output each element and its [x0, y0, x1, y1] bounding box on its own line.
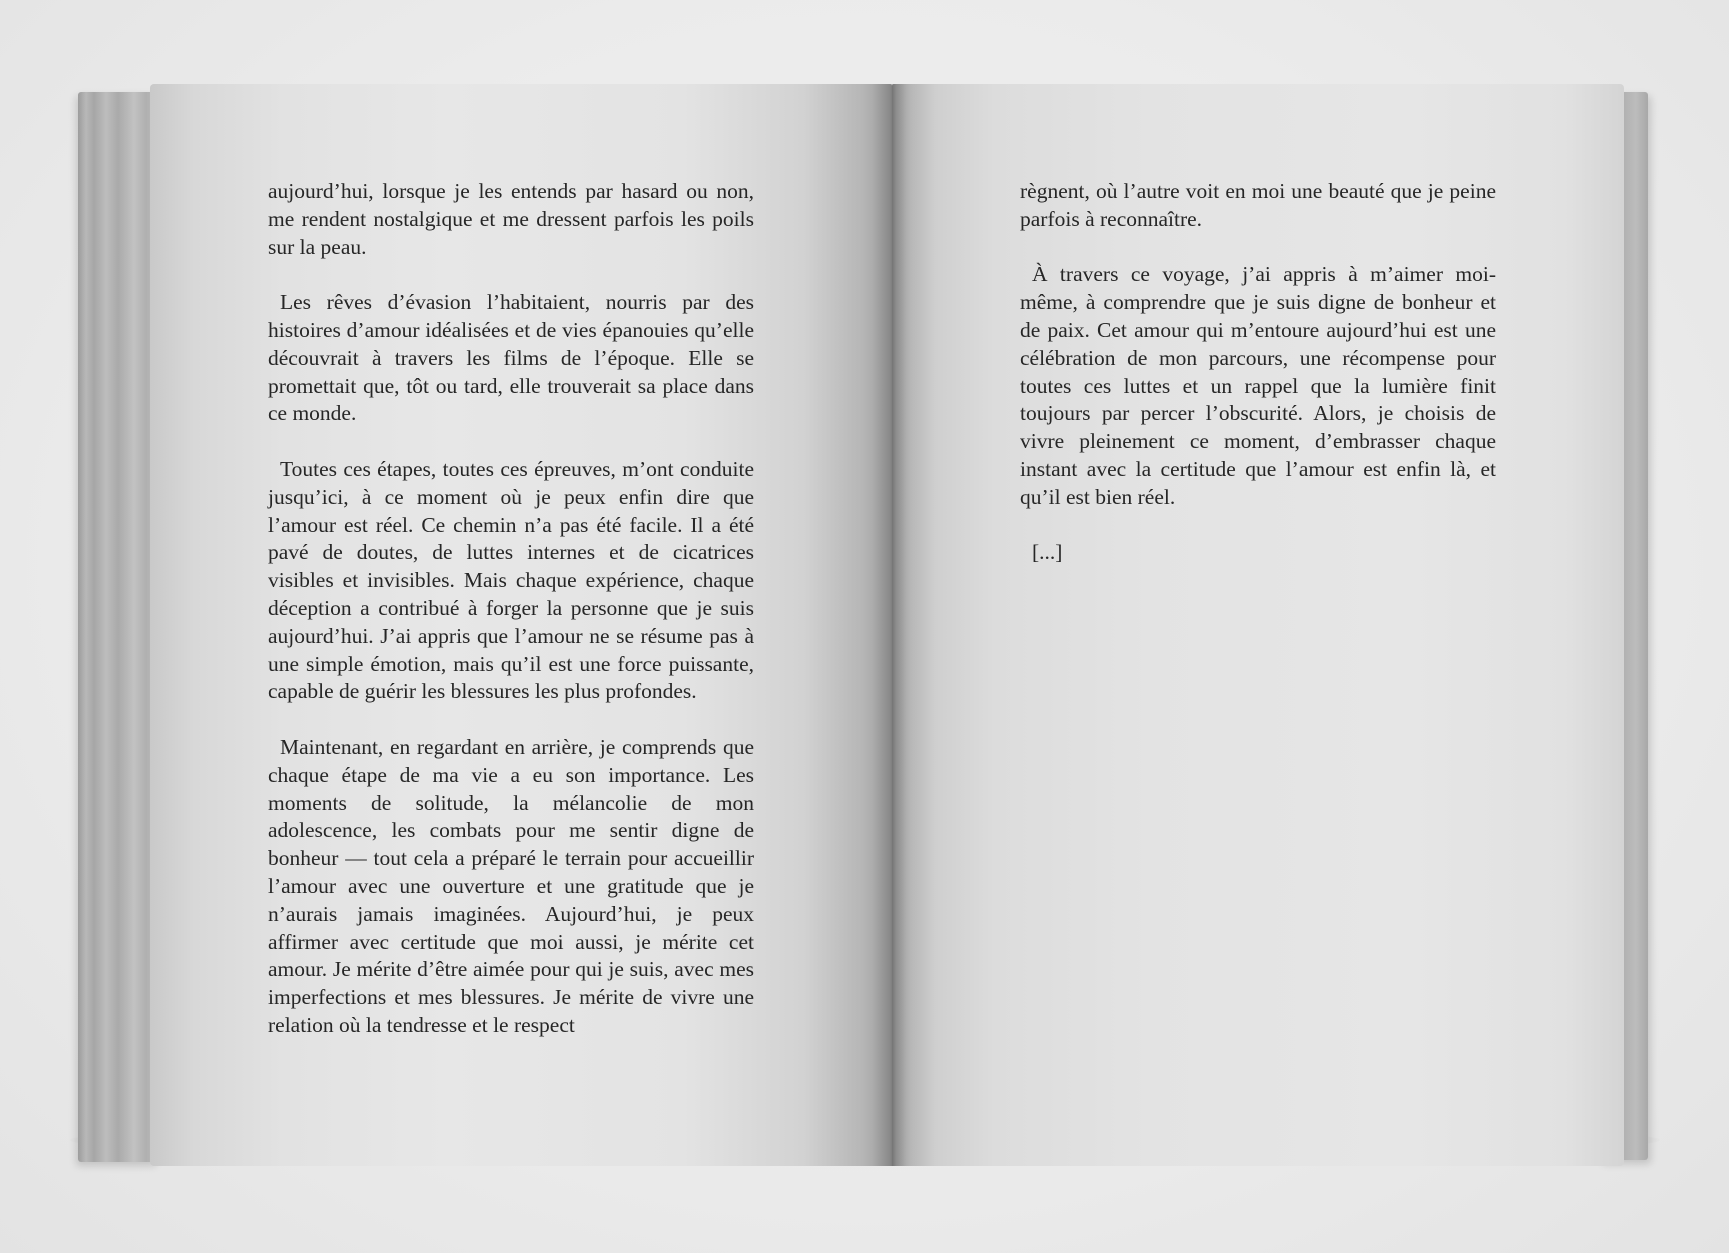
right-page-text	[1020, 178, 1496, 595]
left-paragraph-1: aujourd’hui, lorsque je les entends par hasard ou non, me rendent nostalgique et me dressent parfois les poils sur la peau.	[268, 179, 754, 259]
ellipsis-marker: [...]	[1032, 540, 1063, 565]
left-page-stack	[78, 92, 158, 1162]
left-page-text	[268, 178, 754, 1068]
left-page	[150, 84, 892, 1166]
right-paragraph-1: règnent, où l’autre voit en moi une beauté que je peine parfois à reconnaître.	[1020, 179, 1496, 231]
right-paragraph-2: À travers ce voyage, j’ai appris à m’aimer moi-même, à comprendre que je suis digne de bonheur et de paix. Cet amour qui m’entoure aujourd’hui est une célébration de mon parcours, une récompense pour toutes ces luttes et un rappel que la lumière finit toujours par percer l’obscurité. Alors, je choisis de vivre pleinement ce moment, d’embrasser chaque instant avec la certitude que l’amour est enfin là, et qu’il est bien réel.	[1020, 262, 1496, 509]
left-paragraph-2: Les rêves d’évasion l’habitaient, nourris par des histoires d’amour idéalisées et de vies épanouies qu’elle découvrait à travers les films de l’époque. Elle se promettait que, tôt ou tard, elle trouverait sa place dans ce monde.	[268, 290, 754, 426]
left-paragraph-4: Maintenant, en regardant en arrière, je comprends que chaque étape de ma vie a eu son importance. Les moments de solitude, la mélancolie de mon adolescence, les combats pour me sentir digne de bonheur — tout cela a préparé le terrain pour accueillir l’amour avec une ouverture et une gratitude que je n’aurais jamais imaginées. Aujourd’hui, je peux affirmer avec certitude que moi aussi, je mérite cet amour. Je mérite d’être aimée pour qui je suis, avec mes imperfections et mes blessures. Je mérite de vivre une relation où la tendresse et le respect	[268, 734, 754, 1037]
right-page	[892, 84, 1624, 1166]
left-paragraph-3: Toutes ces étapes, toutes ces épreuves, m’ont conduite jusqu’ici, à ce moment où je peux enfin dire que l’amour est réel. Ce chemin n’a pas été facile. Il a été pavé de doutes, de luttes internes et de cicatrices visibles et invisibles. Mais chaque expérience, chaque déception a contribué à forger la personne que je suis aujourd’hui. J’ai appris que l’amour ne se résume pas à une simple émotion, mais qu’il est une force puissante, capable de guérir les blessures les plus profondes.	[268, 456, 754, 704]
